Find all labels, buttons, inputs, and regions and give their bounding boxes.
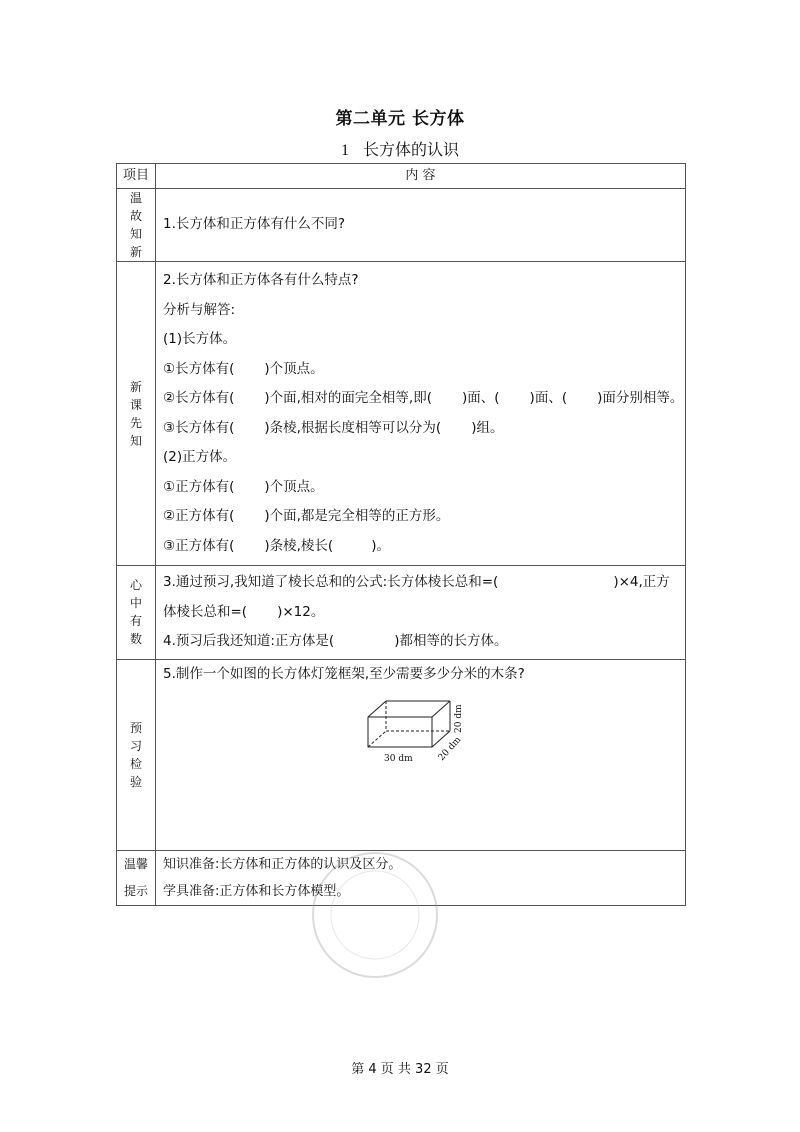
header-item: 项目 <box>117 164 156 189</box>
tip-knowledge: 知识准备:长方体和正方体的认识及区分。 <box>163 856 402 872</box>
lesson-name: 长方体的认识 <box>362 140 459 159</box>
analysis-label: 分析与解答: <box>163 301 236 318</box>
cuboid-edges: ③长方体有( )条棱,根据长度相等可以分为( )组。 <box>163 419 504 436</box>
check-content <box>156 659 686 850</box>
cuboid-heading: (1)长方体。 <box>163 331 237 347</box>
height-label: 20 dm <box>454 704 464 733</box>
new-content <box>156 262 686 566</box>
cuboid-vertices: ①长方体有( )个顶点。 <box>163 360 324 377</box>
section-label-check: 预习检验 <box>117 659 156 850</box>
cube-vertices: ①正方体有( )个顶点。 <box>163 478 324 495</box>
width-label: 20 dm <box>436 735 464 764</box>
question-4: 4.预习后我还知道:正方体是( )都相等的长方体。 <box>163 633 508 649</box>
mind-content <box>156 566 686 660</box>
question-2: 2.长方体和正方体各有什么特点? <box>163 272 359 288</box>
cube-heading: (2)正方体。 <box>163 449 237 465</box>
lesson-number: 1 <box>340 142 349 159</box>
section-check <box>117 659 686 850</box>
cuboid-figure <box>364 695 474 767</box>
cube-edges: ③正方体有( )条棱,棱长( )。 <box>163 537 390 554</box>
question-5: 5.制作一个如图的长方体灯笼框架,至少需要多少分米的木条? <box>163 665 525 682</box>
cube-faces: ②正方体有( )个面,都是完全相等的正方形。 <box>163 508 450 524</box>
section-label-review: 温故知新 <box>117 189 156 262</box>
section-label-new: 新课先知 <box>117 262 156 566</box>
tip-tools: 学具准备:正方体和长方体模型。 <box>163 883 350 899</box>
section-review <box>117 189 686 262</box>
section-label-tips: 温馨 提示 <box>117 850 156 905</box>
question-1: 1.长方体和正方体有什么不同? <box>163 216 346 232</box>
table-header-row <box>117 164 686 189</box>
page-footer: 第 4 页 共 32 页 <box>351 1062 449 1077</box>
section-label-mind: 心中有数 <box>117 566 156 660</box>
lesson-title <box>0 137 800 160</box>
section-mind <box>117 566 686 660</box>
question-3-line2: 体棱长总和=( )×12。 <box>163 603 325 620</box>
question-3-line1: 3.通过预习,我知道了棱长总和的公式:长方体棱长总和=( )×4,正方 <box>163 574 670 590</box>
section-new <box>117 262 686 566</box>
header-content: 内 容 <box>156 164 686 189</box>
length-label: 30 dm <box>384 754 413 764</box>
unit-title: 第二单元 长方体 <box>335 109 465 129</box>
review-content <box>156 189 686 262</box>
worksheet-table <box>116 163 686 906</box>
cuboid-faces: ②长方体有( )个面,相对的面完全相等,即( )面、( )面、( )面分别相等。 <box>163 390 684 406</box>
watermark-seal <box>295 835 455 995</box>
